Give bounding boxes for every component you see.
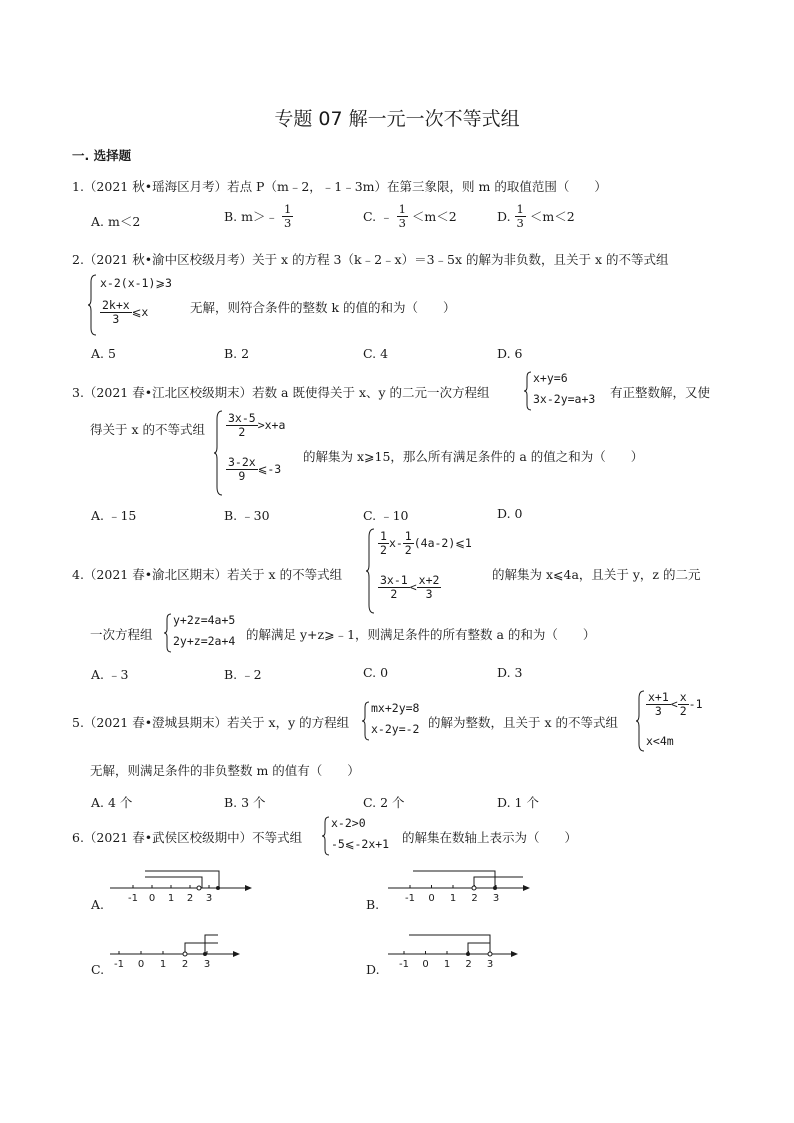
q5-r1-b-n: x	[679, 690, 687, 704]
section-heading: 一. 选择题	[72, 148, 132, 163]
tick-label: 1	[449, 893, 457, 904]
q1-option-b[interactable]	[224, 203, 293, 229]
arrow-right-icon	[523, 885, 530, 891]
q5-r1-mid: <	[670, 697, 678, 712]
q1-option-a[interactable]: A. m＜2	[91, 214, 141, 229]
arrow-right-icon	[511, 951, 518, 957]
q2-row2-n: 2k+x	[102, 298, 130, 312]
tick-label: 1	[159, 959, 167, 970]
q1-option-c[interactable]	[363, 203, 457, 229]
q5-line-2: 无解，则满足条件的非负整数 m 的值有（ ）	[90, 763, 360, 778]
tick-label: 3	[486, 959, 494, 970]
q4-r1-b-n: 1	[404, 529, 412, 543]
q3-sys-row-2: 3x-2y=a+3	[533, 392, 596, 406]
q5-ineq-row-1	[646, 691, 703, 717]
q4-r2-b-n: x+2	[418, 573, 440, 587]
q5-stem-mid: 的解为整数，且关于 x 的不等式组	[428, 715, 618, 730]
q6-option-d[interactable]: D.	[366, 962, 380, 977]
q4-sys-row-1: y+2z=4a+5	[173, 613, 236, 627]
q4-sys-row-2: 2y+z=2a+4	[173, 634, 236, 648]
q5-ineq-brace-icon	[636, 690, 646, 752]
q3-sys-row-1: x+y=6	[533, 371, 568, 385]
q2-row2-post: ⩽x	[131, 305, 149, 320]
q4-stem-tail: 的解集为 x⩽4a，且关于 y，z 的二元	[492, 567, 701, 582]
q1-c-frac-n: 1	[398, 202, 406, 216]
q4-r2-mid: <	[409, 580, 417, 595]
q1-c-text: C. ﹣	[363, 209, 393, 225]
q3-option-d[interactable]: D. 0	[497, 506, 523, 521]
q6-number-line-d[interactable]	[383, 932, 533, 976]
q5-brace-icon	[362, 701, 370, 741]
q4-eq-brace-icon	[164, 613, 172, 653]
q3-ineq-row-1	[226, 412, 285, 438]
q6-number-line-a[interactable]	[105, 868, 255, 912]
q5-option-c[interactable]: C. 2 个	[363, 795, 405, 810]
q4-row-2	[378, 574, 441, 600]
q4-option-c[interactable]: C. 0	[363, 665, 389, 680]
q3-ineq-brace-icon	[214, 410, 224, 496]
q4-r1-a-d: 2	[380, 542, 387, 557]
q3-ineq1-n: 3x-5	[228, 411, 256, 425]
q1-d-post: ＜m＜2	[529, 209, 575, 225]
q3-brace-icon	[524, 371, 532, 411]
q1-b-frac-d: 3	[283, 215, 292, 230]
arrow-right-icon	[245, 885, 252, 891]
q2-inequality-system	[88, 274, 178, 336]
q5-equation-system	[362, 701, 438, 741]
tick-label: 0	[422, 959, 429, 970]
q2-row-1: x-2(x-1)⩾3	[100, 276, 172, 290]
q5-sys-row-1: mx+2y=8	[371, 701, 420, 715]
q3-option-a[interactable]: A. ﹣15	[91, 508, 137, 523]
tick-label: 3	[203, 959, 211, 970]
q5-r1-a-n: x+1	[648, 690, 669, 704]
tick-label: 2	[186, 893, 194, 904]
q5-sys-row-2: x-2y=-2	[371, 722, 420, 736]
q5-r1-b-d: 2	[679, 703, 687, 718]
q4-r1-a-n: 1	[380, 529, 387, 543]
q1-b-frac-n: 1	[283, 202, 292, 216]
q2-option-a[interactable]: A. 5	[91, 346, 116, 361]
q4-line-2-post: 的解满足 y+z⩾﹣1，则满足条件的所有整数 a 的和为（ ）	[246, 627, 596, 642]
tick-label: 3	[492, 893, 500, 904]
q2-row2-d: 3	[112, 311, 120, 326]
q2-option-b[interactable]: B. 2	[224, 346, 250, 361]
tick-label: 2	[181, 959, 189, 970]
q3-stem-tail: 有正整数解，又使	[610, 385, 711, 400]
q5-r1-post: -1	[688, 697, 703, 712]
tick-label: 0	[148, 893, 156, 904]
q1-b-text: B. m＞﹣	[224, 209, 278, 225]
q4-r1-b-d: 2	[404, 542, 412, 557]
q3-line-2-pre: 得关于 x 的不等式组	[90, 422, 205, 437]
question-5-stem: 5.（2021 春•澄城县期末）若关于 x，y 的方程组	[72, 715, 350, 730]
q5-option-b[interactable]: B. 3 个	[224, 795, 266, 810]
q4-option-d[interactable]: D. 3	[497, 665, 523, 680]
tick-label: 0	[137, 959, 145, 970]
question-2-stem: 2.（2021 秋•渝中区校级月考）关于 x 的方程 3（k﹣2﹣x）＝3﹣5x 的解为非负数，且关于 x 的不等式组	[72, 252, 669, 267]
q6-tail: 的解集在数轴上表示为（ ）	[402, 830, 578, 845]
q3-ineq2-d: 9	[238, 468, 246, 483]
q4-row-1	[378, 530, 472, 556]
tick-label: -1	[114, 959, 124, 970]
tick-label: 1	[443, 959, 451, 970]
tick-label: -1	[128, 893, 138, 904]
q4-line-2-pre: 一次方程组	[90, 627, 153, 642]
q4-r2-a-d: 2	[390, 586, 398, 601]
question-3-stem: 3.（2021 春•江北区校级期末）若数 a 既使得关于 x、y 的二元一次方程组	[72, 385, 490, 400]
q6-option-a[interactable]: A.	[91, 897, 105, 912]
tick-label: -1	[405, 893, 415, 904]
q4-option-a[interactable]: A. ﹣3	[91, 667, 129, 682]
q6-option-b[interactable]: B.	[366, 897, 380, 912]
q3-option-c[interactable]: C. ﹣10	[363, 508, 409, 523]
q1-c-frac-d: 3	[398, 215, 406, 230]
q4-r1-mid: x-	[388, 536, 403, 551]
q2-option-d[interactable]: D. 6	[497, 346, 523, 361]
q6-sys-row-1: x-2>0	[331, 816, 366, 830]
q6-option-c[interactable]: C.	[91, 962, 105, 977]
question-1-stem: 1.（2021 秋•瑶海区月考）若点 P（m﹣2，﹣1﹣3m）在第三象限，则 m 的取值范围（ ）	[72, 179, 607, 194]
q3-option-b[interactable]: B. ﹣30	[224, 508, 270, 523]
page-title: 专题 07 解一元一次不等式组	[274, 108, 520, 130]
q3-line-2-post: 的解集为 x⩾15，那么所有满足条件的 a 的值之和为（ ）	[303, 449, 644, 464]
q2-brace-icon	[88, 274, 98, 336]
q3-ineq2-post: ⩽-3	[257, 462, 282, 477]
q2-tail: 无解，则符合条件的整数 k 的值的和为（ ）	[190, 300, 456, 315]
q4-option-b[interactable]: B. ﹣2	[224, 667, 262, 682]
tick-label: 3	[205, 893, 213, 904]
q5-option-d[interactable]: D. 1 个	[497, 795, 539, 810]
question-4-stem: 4.（2021 春•渝北区期末）若关于 x 的不等式组	[72, 567, 343, 582]
tick-label: 1	[167, 893, 175, 904]
tick-label: 0	[428, 893, 435, 904]
q3-ineq1-post: >x+a	[257, 418, 286, 433]
q5-r1-a-d: 3	[654, 703, 662, 718]
q4-r2-b-d: 3	[425, 586, 433, 601]
tick-label: 2	[471, 893, 478, 904]
q5-inequality-system	[636, 690, 756, 752]
q2-row-2	[100, 299, 148, 325]
q6-sys-row-2: -5⩽-2x+1	[331, 837, 390, 851]
q1-d-text: D.	[497, 208, 511, 224]
q1-d-frac-n: 1	[516, 202, 524, 216]
q2-option-c[interactable]: C. 4	[363, 346, 389, 361]
q6-inequality-system	[322, 816, 402, 856]
q6-number-line-b[interactable]	[383, 866, 533, 910]
q3-ineq1-d: 2	[238, 424, 246, 439]
q3-ineq-row-2	[226, 456, 281, 482]
q5-ineq-row-2: x<4m	[646, 734, 674, 748]
arrow-right-icon	[233, 951, 240, 957]
q6-brace-icon	[322, 816, 330, 856]
q1-option-d[interactable]	[497, 203, 575, 229]
question-6-stem: 6.（2021 春•武侯区校级期中）不等式组	[72, 830, 303, 845]
q4-brace-icon	[366, 528, 376, 614]
q3-ineq2-n: 3-2x	[228, 455, 256, 469]
q3-inequality-system	[214, 410, 314, 496]
q4-inequality-system	[366, 528, 494, 614]
q6-number-line-c[interactable]	[105, 932, 255, 976]
q1-d-frac-d: 3	[516, 215, 524, 230]
tick-label: -1	[399, 959, 409, 970]
q3-equation-system	[524, 371, 614, 411]
tick-label: 2	[465, 959, 472, 970]
q5-option-a[interactable]: A. 4 个	[91, 795, 133, 810]
q4-r1-post: (4a-2)⩽1	[413, 536, 472, 551]
q4-r2-a-n: 3x-1	[380, 573, 408, 587]
q1-c-post: ＜m＜2	[411, 209, 457, 225]
